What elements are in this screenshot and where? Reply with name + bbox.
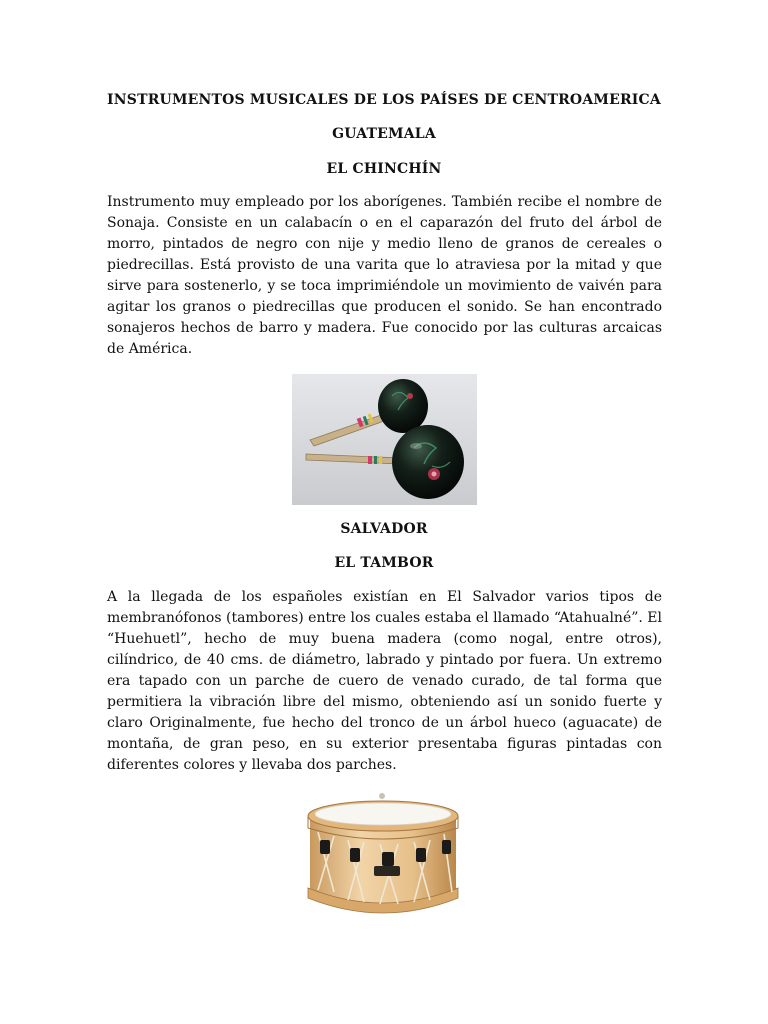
chinchin-description: Instrumento muy empleado por los aborígenes. También recibe el nombre de Sonaja. Consiste en un calabacín o en el caparazón del fruto del árbol de morro, pintados de negro con nije y medio lleno de granos de cereales o piedrecillas. Está provisto de una varita que lo atraviesa por la mitad y que sirve para sostenerlo, y se toca imprimiéndole un movimiento de vaivén para agitar los granos o piedrecillas que producen el sonido. Se han encontrado sonajeros hechos de barro y madera. Fue conocido por las culturas arcaicas de América. [107, 194, 662, 357]
tambor-description: A la llegada de los españoles existían en El Salvador varios tipos de membranófonos (tambores) entre los cuales estaba el llamado “Atahualné”. El “Huehuetl”, hecho de muy buena madera (como nogal, entre otros), cilíndrico, de 40 cms. de diámetro, labrado y pintado por fuera. Un extremo era tapado con un parche de cuero de venado curado, de tal forma que permitiera la vibración libre del mismo, obteniendo así un sonido fuerte y claro Originalmente, fue hecho del tronco de un árbol hueco (aguacate) de montaña, de gran peso, en su exterior presentaba figuras pintadas con diferentes colores y llevaba dos parches. [107, 589, 662, 773]
country-heading-guatemala: GUATEMALA [332, 126, 436, 142]
document-title: INSTRUMENTOS MUSICALES DE LOS PAÍSES DE CENTROAMERICA [107, 92, 661, 108]
country-heading-salvador: SALVADOR [340, 521, 428, 537]
maracas-photo [292, 374, 477, 505]
instrument-heading-tambor: EL TAMBOR [334, 555, 434, 571]
instrument-heading-chinchin: EL CHINCHÍN [326, 161, 442, 177]
drum-photo [302, 792, 464, 920]
